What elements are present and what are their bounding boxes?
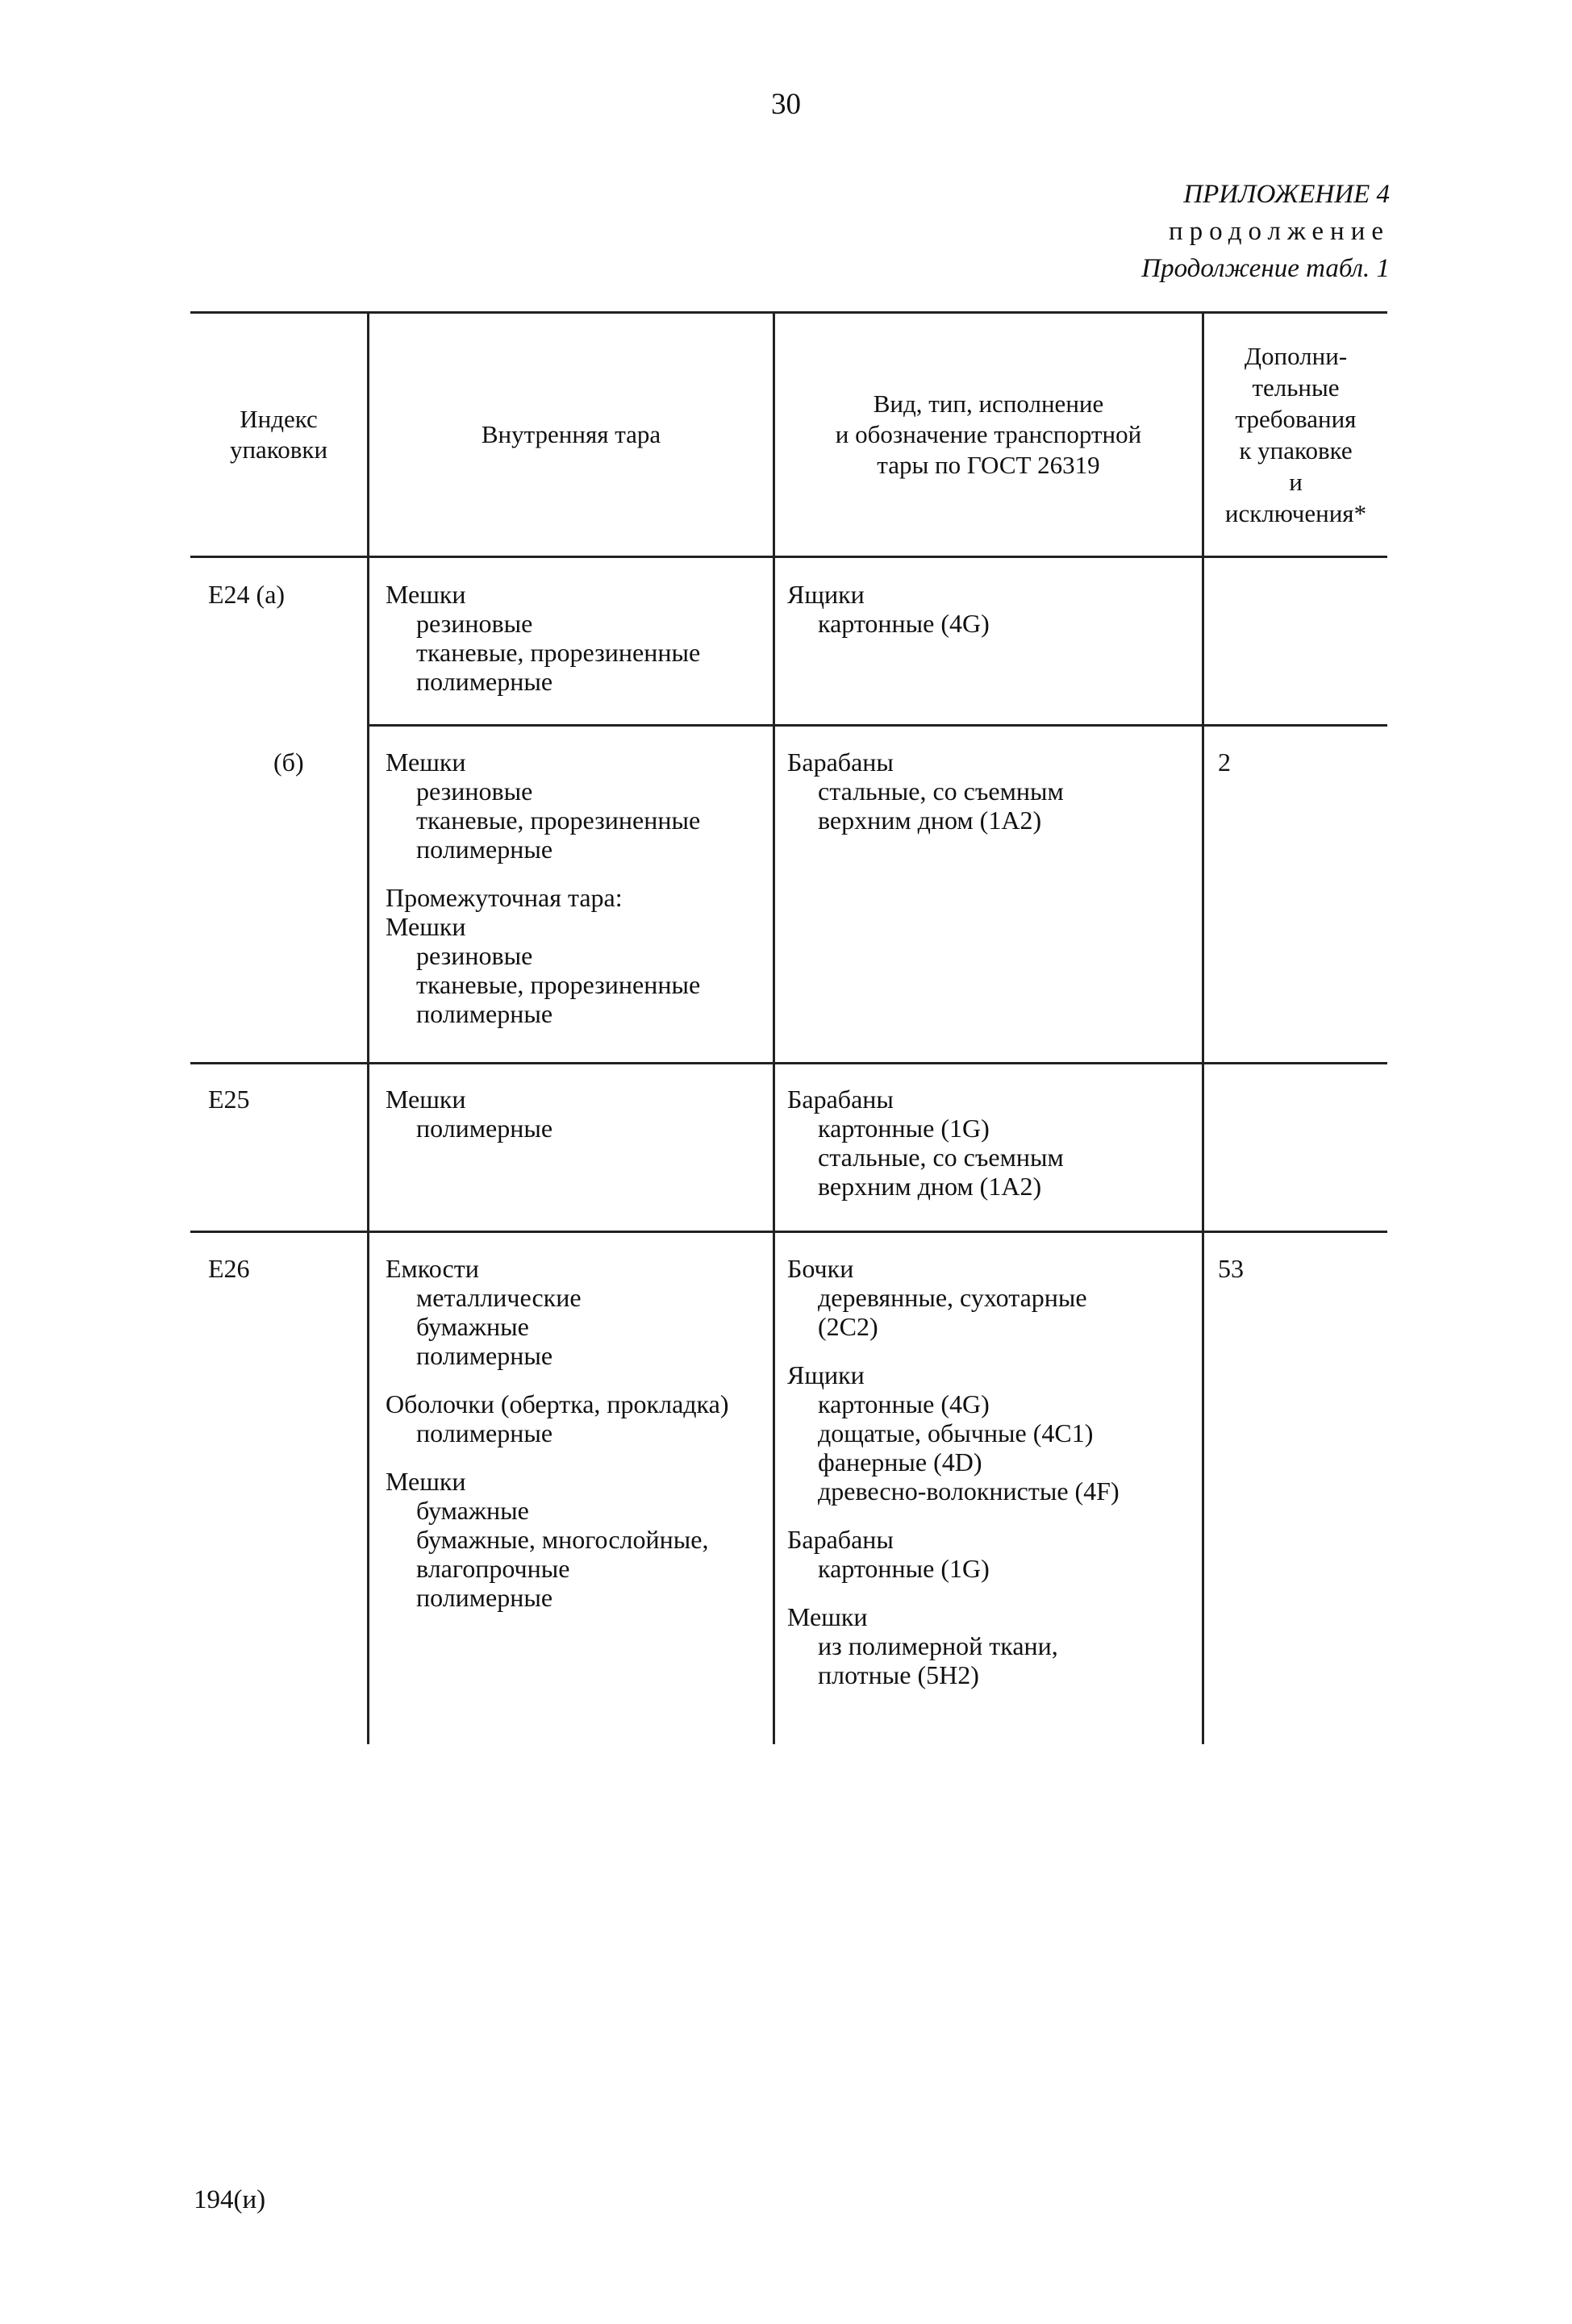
appendix-heading — [1141, 176, 1390, 287]
table-row-extra: 2 — [1218, 748, 1231, 777]
list-item: полимерные — [416, 667, 553, 696]
list-item: полимерные — [416, 1341, 553, 1370]
list-item: резиновые — [416, 777, 533, 806]
list-item: картонные (4G) — [818, 1389, 990, 1418]
header-line: Дополни- — [1244, 342, 1348, 370]
header-bottom-rule — [190, 556, 1387, 558]
table-row-transport — [787, 1254, 1120, 1689]
list-item: стальные, со съемным — [818, 777, 1064, 806]
list-item: влагопрочные — [416, 1554, 570, 1583]
list-item-head: Ящики — [787, 580, 865, 609]
table-row-index: Е26 — [208, 1254, 250, 1283]
table-row-index: (б) — [273, 748, 304, 777]
list-item-head: Мешки — [787, 1602, 868, 1631]
list-item-head: Промежуточная тара: — [386, 883, 623, 912]
list-item: тканевые, прорезиненные — [416, 806, 701, 835]
table-row-transport — [787, 580, 990, 638]
table-row-inner — [386, 748, 700, 1028]
appendix-continuation: продолжение — [1168, 217, 1390, 246]
list-item: резиновые — [416, 941, 533, 970]
list-item-head: Барабаны — [787, 748, 894, 777]
list-item-head: Мешки — [386, 580, 466, 609]
table-row-extra: 53 — [1218, 1254, 1244, 1283]
header-line: к упаковке — [1239, 436, 1353, 464]
list-item: плотные (5Н2) — [818, 1660, 979, 1689]
list-item: картонные (1G) — [818, 1114, 990, 1143]
list-item: металлические — [416, 1283, 582, 1312]
list-item-head: Мешки — [386, 912, 466, 941]
header-line: Внутренняя тара — [481, 420, 661, 448]
list-item: бумажные, многослойные, — [416, 1525, 709, 1554]
list-item: полимерные — [416, 1418, 553, 1447]
header-index — [190, 314, 367, 556]
list-item-head: Мешки — [386, 748, 466, 777]
footer-code: 194(и) — [194, 2185, 266, 2214]
list-item: стальные, со съемным — [818, 1143, 1064, 1172]
list-item: тканевые, прорезиненные — [416, 638, 701, 667]
list-item: бумажные — [416, 1312, 529, 1341]
list-item: верхним дном (1А2) — [818, 1172, 1042, 1201]
list-item-head: Барабаны — [787, 1085, 894, 1114]
table-row-index: Е24 (а) — [208, 580, 286, 609]
header-transport-packaging — [775, 314, 1202, 556]
table-row-inner — [386, 1085, 552, 1143]
header-line: и — [1289, 468, 1303, 496]
list-item: картонные (1G) — [818, 1554, 990, 1583]
list-item: полимерные — [416, 1114, 553, 1143]
table-continuation: Продолжение табл. 1 — [1141, 254, 1390, 283]
list-item: фанерные (4D) — [818, 1447, 982, 1476]
header-line: тельные — [1252, 373, 1340, 402]
header-extra-requirements — [1204, 314, 1387, 556]
header-line: упаковки — [229, 435, 328, 464]
list-item: бумажные — [416, 1496, 529, 1525]
list-item-head: Ящики — [787, 1360, 865, 1389]
table-row-index: Е25 — [208, 1085, 250, 1114]
table-row-inner — [386, 580, 700, 696]
header-line: тары по ГОСТ 26319 — [877, 451, 1100, 479]
header-line: исключения* — [1224, 499, 1367, 527]
header-line: Индекс — [240, 405, 318, 433]
list-item: полимерные — [416, 999, 553, 1028]
list-item-head: Мешки — [386, 1085, 466, 1114]
list-item: древесно-волокнистые (4F) — [818, 1476, 1120, 1506]
list-item: полимерные — [416, 835, 553, 864]
row-rule — [369, 724, 1387, 727]
list-item-head: Емкости — [386, 1254, 479, 1283]
row-rule — [190, 1062, 1387, 1064]
list-item: деревянные, сухотарные — [818, 1283, 1087, 1312]
list-item: картонные (4G) — [818, 609, 990, 638]
list-item: резиновые — [416, 609, 533, 638]
list-item: дощатые, обычные (4С1) — [818, 1418, 1094, 1447]
appendix-title: ПРИЛОЖЕНИЕ 4 — [1183, 180, 1390, 209]
table-row-transport — [787, 748, 1064, 835]
list-item-head: Оболочки (обертка, прокладка) — [386, 1389, 729, 1418]
list-item-head: Бочки — [787, 1254, 854, 1283]
list-item: полимерные — [416, 1583, 553, 1612]
header-inner-packaging — [369, 314, 773, 556]
row-rule — [190, 1231, 1387, 1233]
page-number: 30 — [771, 88, 801, 121]
header-line: требования — [1235, 405, 1357, 433]
list-item: верхним дном (1А2) — [818, 806, 1042, 835]
list-item: тканевые, прорезиненные — [416, 970, 701, 999]
list-item: (2С2) — [818, 1312, 878, 1341]
header-line: и обозначение транспортной — [835, 420, 1142, 448]
header-line: Вид, тип, исполнение — [873, 389, 1104, 418]
table-row-transport — [787, 1085, 1064, 1201]
list-item-head: Мешки — [386, 1467, 466, 1496]
list-item-head: Барабаны — [787, 1525, 894, 1554]
list-item: из полимерной ткани, — [818, 1631, 1058, 1660]
table-row-inner — [386, 1254, 728, 1612]
